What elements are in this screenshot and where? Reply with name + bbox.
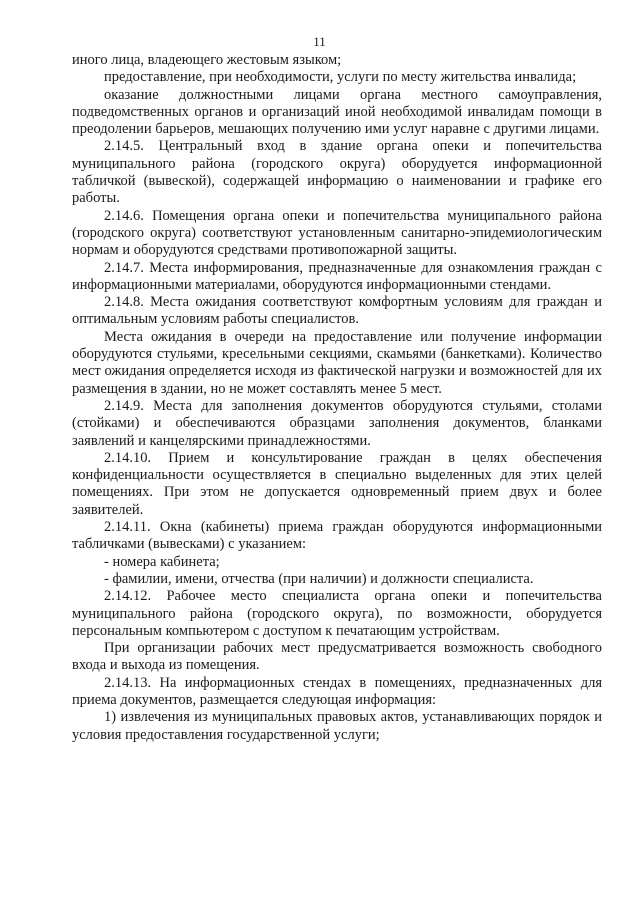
paragraph: оказание должностными лицами органа местного самоуправления, подведомственных органов и организаций иной необходимой инвалидам помощи в преодолении барьеров, мешающих получению ими услуг наравне с другими лицами. bbox=[72, 86, 602, 138]
document-body bbox=[72, 52, 602, 744]
paragraph: предоставление, при необходимости, услуги по месту жительства инвалида; bbox=[104, 69, 577, 86]
paragraph: 2.14.7. Места информирования, предназначенные для ознакомления граждан с информационными материалами, оборудуются информационными стендами. bbox=[72, 259, 602, 293]
list-item: - фамилии, имени, отчества (при наличии) и должности специалиста. bbox=[104, 570, 534, 587]
list-item: - номера кабинета; bbox=[104, 553, 220, 570]
paragraph: 2.14.5. Центральный вход в здание органа опеки и попечительства муниципального района (городского округа) оборудуется информационной табличкой (вывеской), содержащей информацию о наименовании и графике его работы. bbox=[72, 138, 602, 207]
paragraph: 2.14.8. Места ожидания соответствуют комфортным условиям для граждан и оптимальным условиям работы специалистов. bbox=[72, 294, 602, 328]
paragraph: иного лица, владеющего жестовым языком; bbox=[72, 52, 342, 68]
paragraph: 2.14.12. Рабочее место специалиста органа опеки и попечительства муниципального района (городского округа), по возможности, оборудуется персональным компьютером с доступом к печатающим устройствам. bbox=[72, 588, 602, 639]
paragraph: 2.14.6. Помещения органа опеки и попечительства муниципального района (городского округа) соответствуют установленным санитарно-эпидемиологическим нормам и оборудуются средствами противопожарной защиты. bbox=[72, 207, 602, 259]
paragraph: 1) извлечения из муниципальных правовых актов, устанавливающих порядок и условия предоставления государственной услуги; bbox=[72, 709, 602, 743]
page-number: 11 bbox=[313, 34, 326, 49]
paragraph: Места ожидания в очереди на предоставление или получение информации оборудуются стульями, кресельными секциями, скамьями (банкетками). Количество мест ожидания определяется исходя из фактической нагрузки и возможностей для их размещения в здании, но не может составлять менее 5 мест. bbox=[72, 328, 602, 397]
paragraph: При организации рабочих мест предусматривается возможность свободного входа и выхода из помещения. bbox=[72, 640, 602, 674]
paragraph: 2.14.9. Места для заполнения документов оборудуются стульями, столами (стойками) и обеспечиваются образцами заполнения документов, бланками заявлений и канцелярскими принадлежностями. bbox=[72, 397, 602, 449]
paragraph: 2.14.10. Прием и консультирование граждан в целях обеспечения конфиденциальности осуществляется в специально выделенных для этих целей помещениях. При этом не допускается одновременный прием двух и более заявителей. bbox=[72, 449, 602, 518]
paragraph: 2.14.13. На информационных стендах в помещениях, предназначенных для приема документов, размещается следующая информация: bbox=[72, 674, 602, 708]
paragraph: 2.14.11. Окна (кабинеты) приема граждан оборудуются информационными табличками (вывесками) с указанием: bbox=[72, 519, 602, 553]
